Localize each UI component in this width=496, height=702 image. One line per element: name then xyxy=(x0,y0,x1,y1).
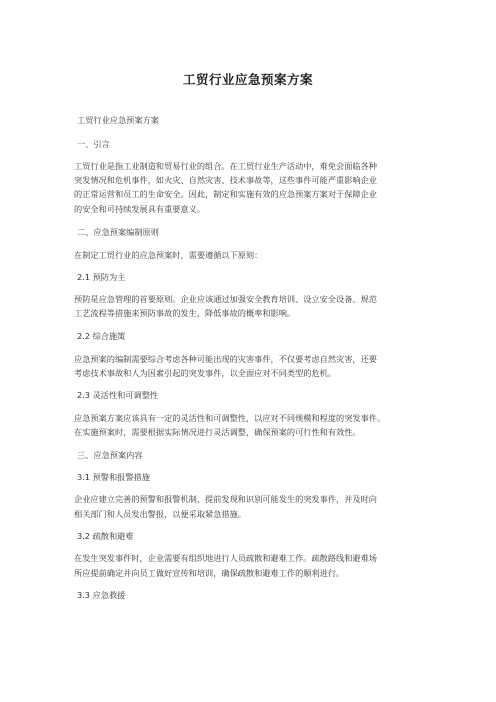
paragraph-line: 工贸行业是指工业制造和贸易行业的组合。在工贸行业生产活动中，难免会面临各种 xyxy=(74,161,377,171)
document-name-line: 工贸行业应急预案方案 xyxy=(77,115,159,125)
paragraph-line: 突发情况和危机事件，如火灾、自然灾害、技术事故等，这些事件可能严重影响企业 xyxy=(74,175,377,185)
paragraph-line: 在实施预案时，需要根据实际情况进行灵活调整，确保预案的可行性和有效性。 xyxy=(74,427,361,437)
subsection-heading-3-3: 3.3 应急救援 xyxy=(77,590,126,600)
paragraph-line: 工艺流程等措施来预防事故的发生，降低事故的概率和影响。 xyxy=(74,308,296,318)
paragraph-line: 的安全和可持续发展具有重要意义。 xyxy=(74,204,206,214)
subsection-heading-2-2: 2.2 综合施策 xyxy=(77,331,126,341)
subsection-heading-3-2: 3.2 疏散和避难 xyxy=(77,531,134,541)
paragraph-line: 所应提前确定并向员工做好宣传和培训，确保疏散和避难工作的顺利进行。 xyxy=(74,568,345,578)
paragraph-line: 相关部门和人员发出警报，以便采取紧急措施。 xyxy=(74,509,246,519)
paragraph-line: 在发生突发事件时，企业需要有组织地进行人员疏散和避难工作。疏散路线和避难场 xyxy=(74,553,377,563)
subsection-heading-3-1: 3.1 预警和报警措施 xyxy=(77,472,150,482)
paragraph-line: 预防是应急管理的首要原则。企业应该通过加强安全教育培训、设立安全设备、规范 xyxy=(74,294,377,304)
paragraph-line: 在制定工贸行业的应急预案时，需要遵循以下原则： xyxy=(74,250,263,260)
section-heading-content: 三、应急预案内容 xyxy=(77,450,143,460)
paragraph-line: 考虑技术事故和人为因素引起的突发事件，以全面应对不同类型的危机。 xyxy=(74,368,337,378)
subsection-heading-2-3: 2.3 灵活性和可调整性 xyxy=(77,390,159,400)
subsection-heading-2-1: 2.1 预防为主 xyxy=(77,272,126,282)
paragraph-line: 的正常运营和员工的生命安全。因此，制定和实施有效的应急预案方案对于保障企业 xyxy=(74,189,377,199)
section-heading-principles: 二、应急预案编制原则 xyxy=(77,227,159,237)
section-heading-intro: 一、引言 xyxy=(77,139,110,149)
paragraph-line: 企业应建立完善的预警和报警机制，提前发现和识别可能发生的突发事件，并及时向 xyxy=(74,494,377,504)
paragraph-line: 应急预案的编制需要综合考虑各种可能出现的灾害事件，不仅要考虑自然灾害，还要 xyxy=(74,354,377,364)
document-title: 工贸行业应急预案方案 xyxy=(182,72,313,87)
paragraph-line: 应急预案方案应该具有一定的灵活性和可调整性，以应对不同规模和程度的突发事件。 xyxy=(74,413,386,423)
